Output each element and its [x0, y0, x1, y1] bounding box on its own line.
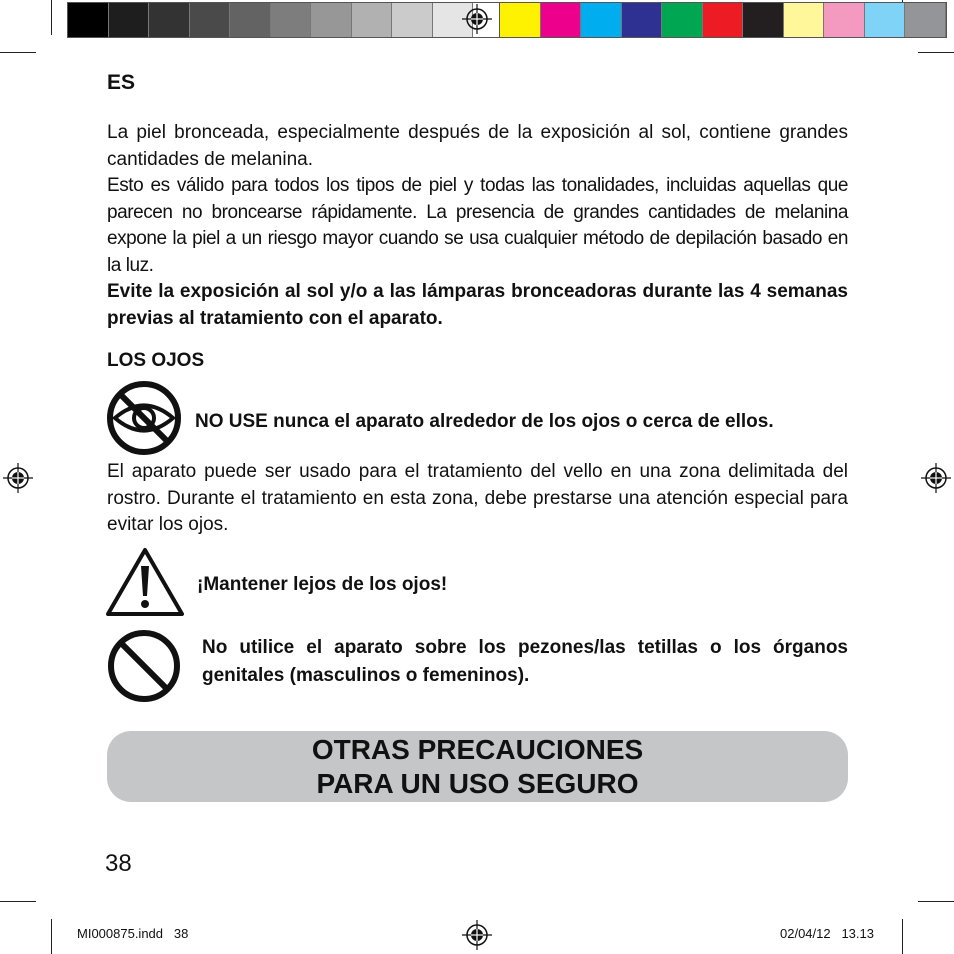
crop-mark — [902, 919, 903, 954]
process-color-bar — [499, 2, 947, 38]
crop-mark — [0, 901, 36, 902]
registration-mark-icon — [3, 463, 33, 493]
language-code: ES — [107, 71, 136, 94]
color-swatch — [392, 3, 433, 37]
intro-paragraph: La piel bronceada, especialmente después de la exposición al sol, contiene grandes cantidades de melanina. — [107, 122, 848, 170]
color-swatch — [662, 3, 703, 37]
crop-mark — [918, 901, 954, 902]
footer-filename: MI000875.indd 38 — [77, 926, 189, 941]
color-swatch — [190, 3, 231, 37]
color-swatch — [500, 3, 541, 37]
eyes-paragraph: El aparato puede ser usado para el tratamiento del vello en una zona delimitada del rostro. Durante el tratamiento en esta zona, debe prestarse una atención especial para evitar los ojos. — [107, 461, 848, 535]
section-heading: LOS OJOS — [107, 350, 205, 371]
color-swatch — [230, 3, 271, 37]
crop-mark — [51, 919, 52, 954]
no-eyes-warning: NO USE nunca el aparato alrededor de los ojos o cerca de ellos. — [195, 411, 774, 432]
color-swatch — [824, 3, 865, 37]
section-banner — [107, 731, 848, 802]
prohibited-icon — [105, 627, 183, 705]
color-swatch — [541, 3, 582, 37]
crop-mark — [51, 0, 52, 35]
crop-mark — [0, 52, 36, 53]
color-swatch — [622, 3, 663, 37]
warning-triangle-icon — [104, 546, 186, 618]
registration-mark-icon — [462, 4, 492, 34]
color-swatch — [68, 3, 109, 37]
color-swatch — [149, 3, 190, 37]
color-swatch — [581, 3, 622, 37]
color-swatch — [865, 3, 906, 37]
page-number: 38 — [105, 850, 132, 877]
color-swatch — [743, 3, 784, 37]
color-swatch — [905, 3, 946, 37]
registration-mark-icon — [921, 463, 951, 493]
color-swatch — [703, 3, 744, 37]
color-swatch — [109, 3, 150, 37]
color-swatch — [784, 3, 825, 37]
color-swatch — [352, 3, 393, 37]
keep-away-warning: ¡Mantener lejos de los ojos! — [197, 574, 448, 595]
crop-mark — [918, 52, 954, 53]
footer-datetime: 02/04/12 13.13 — [780, 926, 874, 941]
sun-exposure-warning: Evite la exposición al sol y/o a las lámparas bronceadoras durante las 4 semanas previas al tratamiento con el aparato. — [107, 281, 848, 329]
intro-paragraph: Esto es válido para todos los tipos de piel y todas las tonalidades, incluidas aquellas que parecen no broncearse rápidamente. La presencia de grandes cantidades de melanina expone la piel a un riesgo mayor cuando se usa cualquier método de depilación basado en la luz. — [107, 175, 848, 276]
color-swatch — [271, 3, 312, 37]
registration-mark-icon — [462, 920, 492, 950]
banner-line-2: PARA UN USO SEGURO — [316, 768, 639, 799]
color-swatch — [311, 3, 352, 37]
no-eyes-icon — [105, 379, 183, 457]
genitals-warning: No utilice el aparato sobre los pezones/las tetillas o los órganos genitales (masculinos o femeninos). — [202, 637, 848, 686]
gray-color-bar — [67, 2, 515, 38]
banner-line-1: OTRAS PRECAUCIONES — [311, 734, 644, 765]
